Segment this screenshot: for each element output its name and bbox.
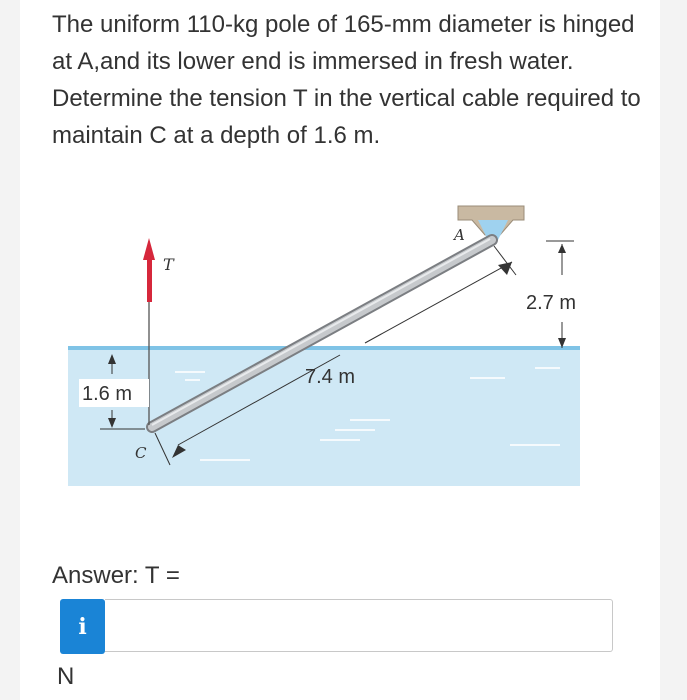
label-T: T — [163, 255, 174, 274]
water-surface — [68, 346, 580, 350]
label-A: A — [454, 226, 465, 244]
label-C: C — [135, 444, 147, 462]
question-text: The uniform 110-kg pole of 165-mm diameter is hinged at A,and its lower end is immersed in fresh water. Determine the tension T in the vertical cable required to maintain C at a depth of 1.6 m. — [52, 11, 641, 149]
label-depth: 1.6 m — [82, 383, 133, 405]
answer-input[interactable] — [105, 599, 613, 652]
label-length: 7.4 m — [305, 366, 356, 388]
tension-arrowhead — [143, 238, 155, 260]
answer-label: Answer: T = — [52, 562, 180, 589]
unit-label: N — [57, 663, 75, 690]
info-icon[interactable]: i — [60, 599, 105, 654]
tension-arrow — [147, 258, 152, 302]
label-height: 2.7 m — [526, 292, 577, 314]
answer-row — [60, 599, 615, 654]
